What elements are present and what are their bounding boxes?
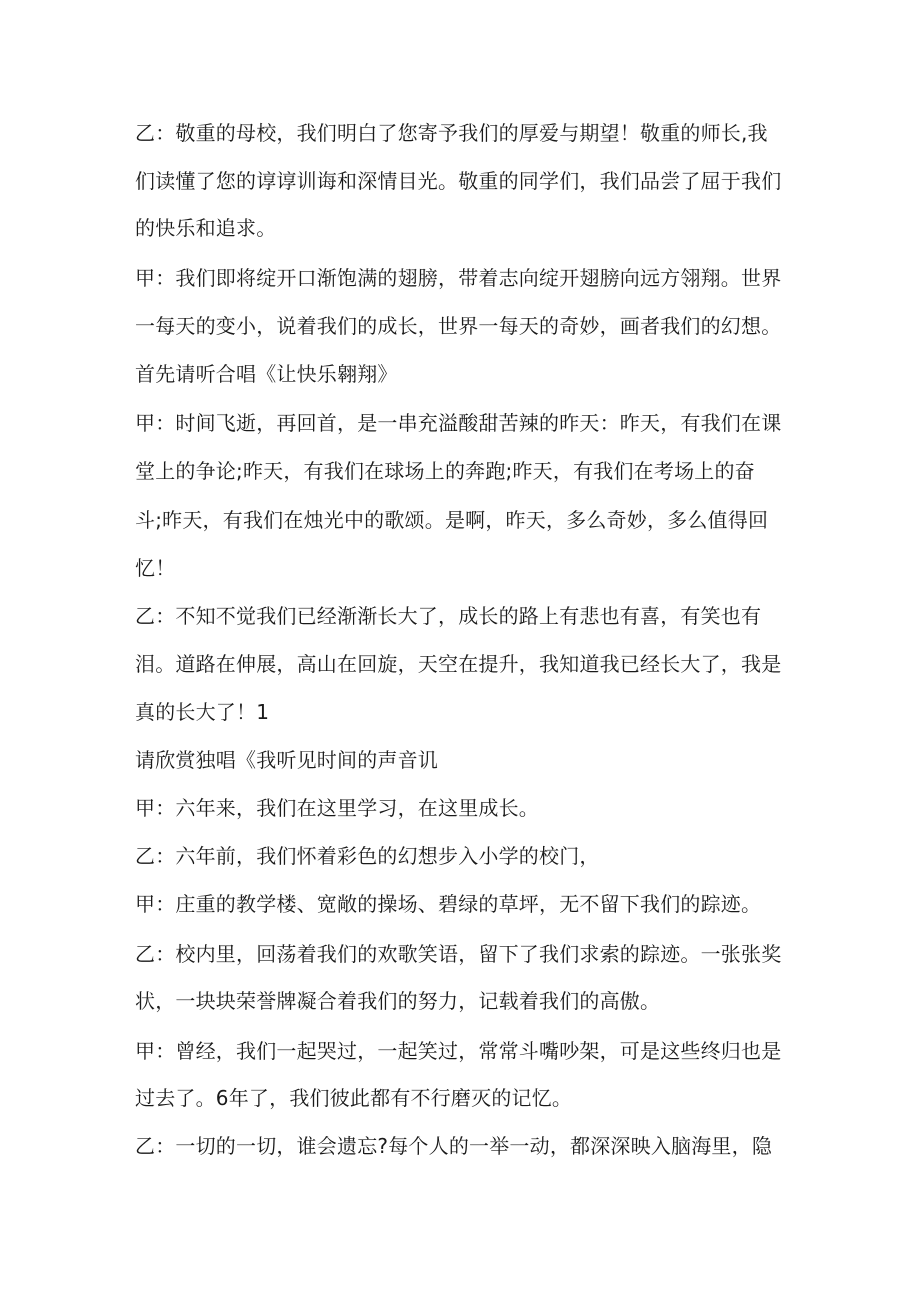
text-line: 乙：校内里，回荡着我们的欢歌笑语，留下了我们求索的踪迹。一张张奖 [135,942,782,966]
text-line: 乙：敬重的母校，我们明白了您寄予我们的厚爱与期望！敬重的师长,我 [135,121,768,145]
text-line: 首先请听合唱《让快乐翱翔》 [135,362,398,386]
text-line: 忆！ [135,556,176,580]
text-line: 甲：曾经，我们一起哭过，一起笑过，常常斗嘴吵架，可是这些终归也是 [135,1039,782,1063]
text-line: 甲：六年来，我们在这里学习，在这里成长。 [135,796,539,820]
text-line: 堂上的争论;昨天，有我们在球场上的奔跑;昨天，有我们在考场上的奋 [135,459,755,483]
text-line: 甲：我们即将绽开口渐饱满的翅膀，带着志向绽开翅膀向远方翎翔。世界 [135,266,782,290]
text-line: 的快乐和追求。 [135,216,277,240]
text-line: 乙：不知不觉我们已经渐渐长大了，成长的路上有悲也有喜，有笑也有 [135,604,762,628]
text-line: 一每天的变小，说着我们的成长，世界一每天的奇妙，画者我们的幻想。 [135,314,782,338]
text-line: 真的长大了！1 [135,700,270,724]
text-line: 请欣赏独唱《我听见时间的声音讥 [135,748,438,772]
text-line: 斗;昨天，有我们在烛光中的歌颂。是啊，昨天，多么奇妙，多么值得回 [135,508,769,532]
text-line: 乙：六年前，我们怀着彩色的幻想步入小学的校门， [135,844,600,868]
text-line: 乙：一切的一切，谁会遗忘?每个人的一举一动，都深深映入脑海里，隐 [135,1134,773,1158]
text-line: 泪。道路在伸展，高山在回旋，天空在提升，我知道我已经长大了，我是 [135,652,782,676]
text-line: 甲：时间飞逝，再回首，是一串充溢酸甜苦辣的昨天：昨天，有我们在课 [135,411,782,435]
text-line: 过去了。6年了，我们彼此都有不行磨灭的记忆。 [135,1086,573,1110]
text-line: 们读懂了您的谆谆训诲和深情目光。敬重的同学们，我们品尝了屈于我们 [135,169,782,193]
text-line: 状，一块块荣誉牌凝合着我们的努力，记载着我们的高傲。 [135,989,661,1013]
text-line: 甲：庄重的教学楼、宽敞的操场、碧绿的草坪，无不留下我们的踪迹。 [135,892,762,916]
